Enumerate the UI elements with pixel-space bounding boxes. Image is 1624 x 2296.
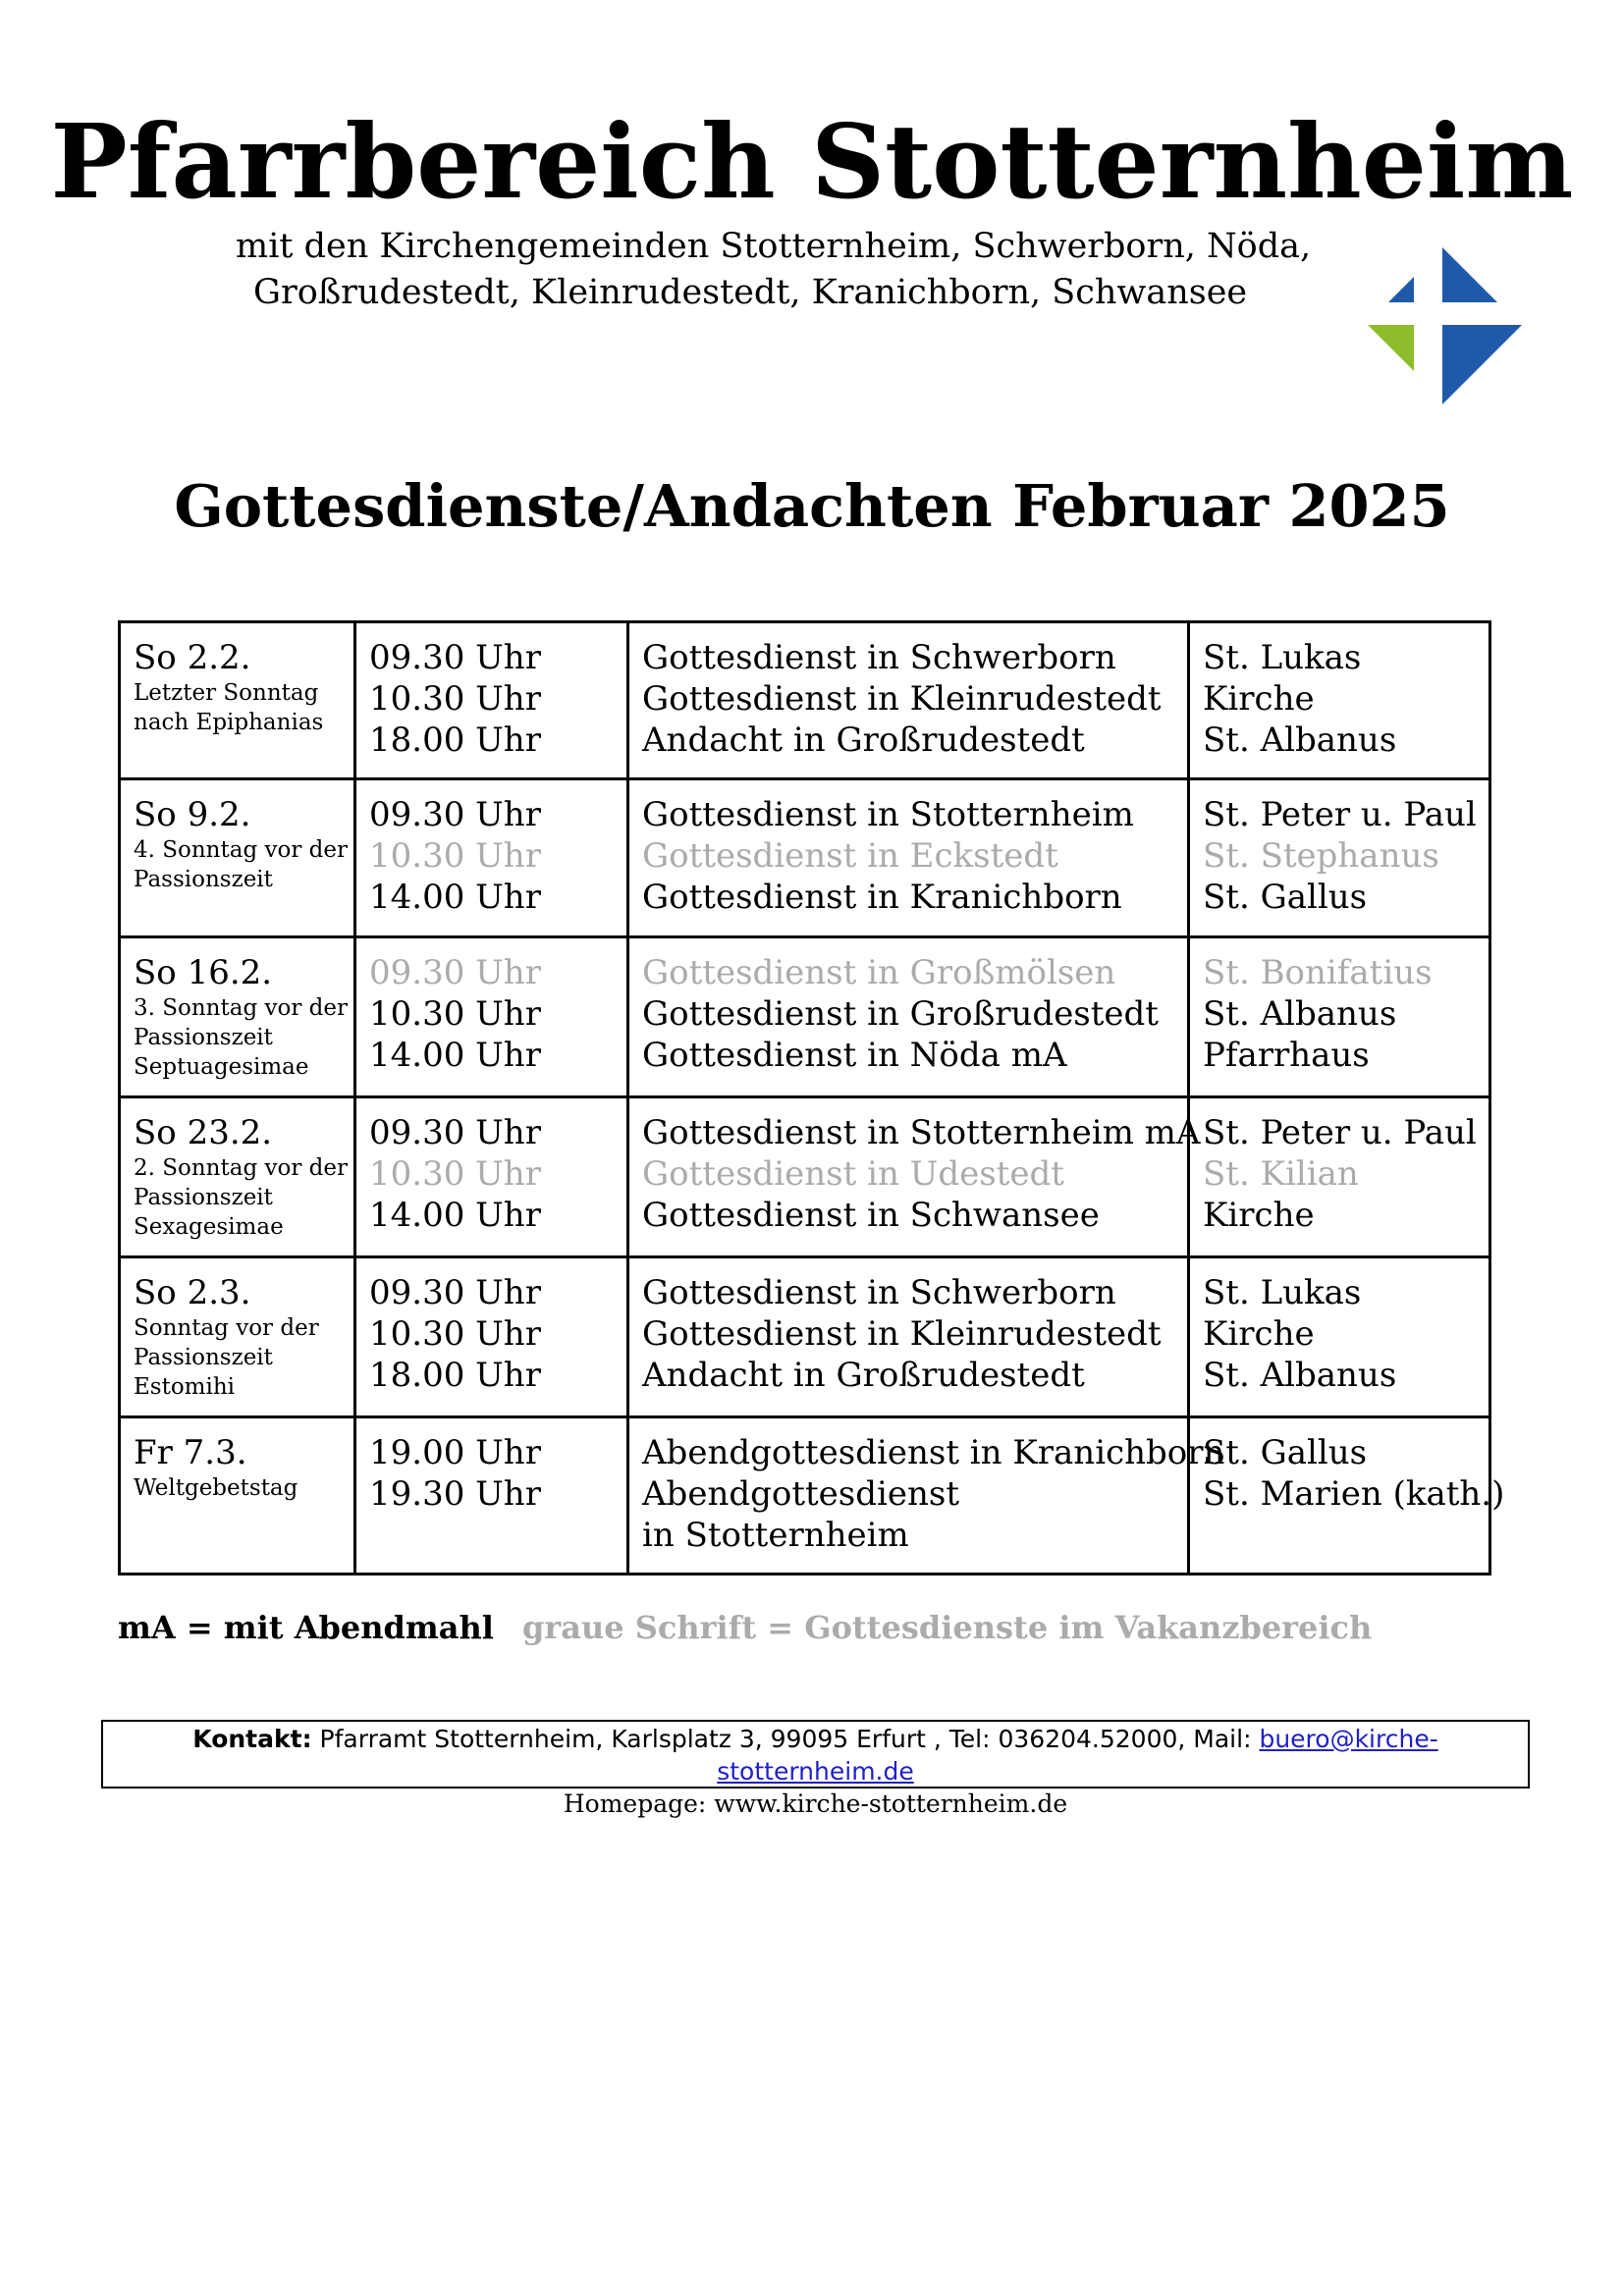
occasion: 2. Sonntag vor der xyxy=(134,1155,348,1181)
service-cell xyxy=(628,1417,1225,1575)
date: So 2.2. xyxy=(134,638,251,677)
service: Gottesdienst in Kranichborn xyxy=(642,878,1122,917)
place: Kirche xyxy=(1203,1314,1315,1354)
occasion: Passionszeit xyxy=(134,867,273,892)
service-cell xyxy=(628,1097,1201,1257)
cross-logo-icon xyxy=(1365,247,1522,404)
date: So 23.2. xyxy=(134,1113,273,1152)
service: Gottesdienst in Großrudestedt xyxy=(642,994,1159,1034)
occasion: 4. Sonntag vor der xyxy=(134,837,348,863)
table-row xyxy=(120,937,1490,1097)
service: Gottesdienst in Schwerborn xyxy=(642,638,1116,677)
occasion: Septuagesimae xyxy=(134,1054,309,1080)
place: Pfarrhaus xyxy=(1203,1036,1370,1075)
place-cell xyxy=(1189,779,1490,937)
time: 09.30 Uhr xyxy=(369,638,541,677)
place-cell xyxy=(1189,1417,1505,1575)
occasion: nach Epiphanias xyxy=(134,710,324,735)
occasion: Weltgebetstag xyxy=(134,1475,298,1501)
service: Gottesdienst in Udestedt xyxy=(642,1154,1064,1194)
contact-address: Pfarramt Stotternheim, Karlsplatz 3, 99095 Erfurt , Tel: 036204.52000, Mail: xyxy=(319,1725,1252,1753)
time: 10.30 Uhr xyxy=(369,679,541,719)
occasion: Passionszeit xyxy=(134,1185,273,1210)
table-row xyxy=(120,622,1490,779)
service: Gottesdienst in Großmölsen xyxy=(642,953,1116,992)
date-cell xyxy=(120,779,355,937)
service-cell xyxy=(628,622,1189,779)
subtitle xyxy=(236,224,1316,316)
time-cell xyxy=(355,779,628,937)
service: Abendgottesdienst in Kranichborn xyxy=(642,1433,1225,1472)
service: Andacht in Großrudestedt xyxy=(642,1356,1085,1395)
schedule-heading: Gottesdienste/Andachten Februar 2025 xyxy=(174,472,1450,540)
time: 10.30 Uhr xyxy=(369,836,541,876)
occasion: Passionszeit xyxy=(134,1025,273,1050)
service: Gottesdienst in Schwerborn xyxy=(642,1273,1116,1312)
place: St. Albanus xyxy=(1203,994,1397,1034)
time: 10.30 Uhr xyxy=(369,1154,541,1194)
place: Kirche xyxy=(1203,679,1315,719)
service-cell xyxy=(628,1257,1189,1417)
place: Kirche xyxy=(1203,1196,1315,1235)
table-row xyxy=(120,1257,1490,1417)
place: St. Peter u. Paul xyxy=(1203,795,1477,834)
service: Gottesdienst in Schwansee xyxy=(642,1196,1100,1235)
contact-line xyxy=(103,1723,1528,1788)
place: St. Marien (kath.) xyxy=(1203,1474,1505,1514)
table-row xyxy=(120,1417,1490,1575)
logo-blue-bottom-right xyxy=(1442,325,1522,404)
place: St. Albanus xyxy=(1203,1356,1397,1395)
date-cell xyxy=(120,1097,355,1257)
date-cell xyxy=(120,1417,355,1575)
service: Gottesdienst in Kleinrudestedt xyxy=(642,679,1162,719)
time: 18.00 Uhr xyxy=(369,1356,541,1395)
time-cell xyxy=(355,1097,628,1257)
place: St. Peter u. Paul xyxy=(1203,1113,1477,1152)
date: So 9.2. xyxy=(134,795,251,834)
date: So 16.2. xyxy=(134,953,273,992)
service: Gottesdienst in Nöda mA xyxy=(642,1036,1067,1075)
date: So 2.3. xyxy=(134,1273,251,1312)
occasion: 3. Sonntag vor der xyxy=(134,995,348,1021)
subtitle-line: mit den Kirchengemeinden Stotternheim, Schwerborn, Nöda, xyxy=(236,227,1312,266)
time-cell xyxy=(355,937,628,1097)
time: 10.30 Uhr xyxy=(369,994,541,1034)
time: 19.30 Uhr xyxy=(369,1474,541,1514)
time: 09.30 Uhr xyxy=(369,1113,541,1152)
service: Gottesdienst in Kleinrudestedt xyxy=(642,1314,1162,1354)
mail-link[interactable]: buero@kirche-stotternheim.de xyxy=(717,1725,1438,1786)
place: St. Bonifatius xyxy=(1203,953,1433,992)
contact-box xyxy=(101,1720,1530,1818)
service: Gottesdienst in Stotternheim mA xyxy=(642,1113,1201,1152)
time: 14.00 Uhr xyxy=(369,1036,541,1075)
time: 09.30 Uhr xyxy=(369,1273,541,1312)
service: Abendgottesdienst in Stotternheim xyxy=(642,1474,959,1555)
time: 18.00 Uhr xyxy=(369,721,541,760)
time: 14.00 Uhr xyxy=(369,1196,541,1235)
time: 19.00 Uhr xyxy=(369,1433,541,1472)
subtitle-line: Großrudestedt, Kleinrudestedt, Kranichborn, Schwansee xyxy=(253,273,1248,312)
legend-grey-text: graue Schrift = Gottesdienste im Vakanzbereich xyxy=(522,1609,1373,1646)
date: Fr 7.3. xyxy=(134,1433,247,1472)
place-cell xyxy=(1189,1257,1490,1417)
time: 14.00 Uhr xyxy=(369,878,541,917)
time: 10.30 Uhr xyxy=(369,1314,541,1354)
service: Gottesdienst in Eckstedt xyxy=(642,836,1058,876)
place: St. Stephanus xyxy=(1203,836,1439,876)
place: St. Lukas xyxy=(1203,638,1362,677)
occasion: Passionszeit xyxy=(134,1345,273,1370)
logo-green-bottom-left xyxy=(1368,325,1414,371)
service-cell xyxy=(628,779,1189,937)
homepage: Homepage: www.kirche-stotternheim.de xyxy=(563,1789,1068,1818)
service: Andacht in Großrudestedt xyxy=(642,721,1085,760)
occasion: Sexagesimae xyxy=(134,1214,284,1240)
logo-blue-top-left xyxy=(1388,277,1414,302)
place: St. Albanus xyxy=(1203,721,1397,760)
service-schedule-table xyxy=(118,620,1505,1575)
place-cell xyxy=(1189,1097,1490,1257)
service-cell xyxy=(628,937,1189,1097)
contact-label: Kontakt: xyxy=(192,1725,312,1753)
place: St. Lukas xyxy=(1203,1273,1362,1312)
occasion: Letzter Sonntag xyxy=(134,680,319,706)
place-cell xyxy=(1189,622,1490,779)
place: St. Kilian xyxy=(1203,1154,1359,1194)
logo-blue-top-right xyxy=(1442,247,1497,302)
table-row xyxy=(120,1097,1490,1257)
time: 09.30 Uhr xyxy=(369,953,541,992)
place-cell xyxy=(1189,937,1490,1097)
date-cell xyxy=(120,622,355,779)
table-row xyxy=(120,779,1490,937)
place: St. Gallus xyxy=(1203,1433,1368,1472)
service: Gottesdienst in Stotternheim xyxy=(642,795,1134,834)
place: St. Gallus xyxy=(1203,878,1368,917)
date-cell xyxy=(120,937,355,1097)
time-cell xyxy=(355,1417,628,1575)
time: 09.30 Uhr xyxy=(369,795,541,834)
page-title: Pfarrbereich Stotternheim xyxy=(50,101,1574,222)
time-cell xyxy=(355,622,628,779)
occasion: Sonntag vor der xyxy=(134,1315,319,1341)
date-cell xyxy=(120,1257,355,1417)
legend-abendmahl: mA = mit Abendmahl xyxy=(118,1609,494,1646)
occasion: Estomihi xyxy=(134,1374,236,1400)
time-cell xyxy=(355,1257,628,1417)
